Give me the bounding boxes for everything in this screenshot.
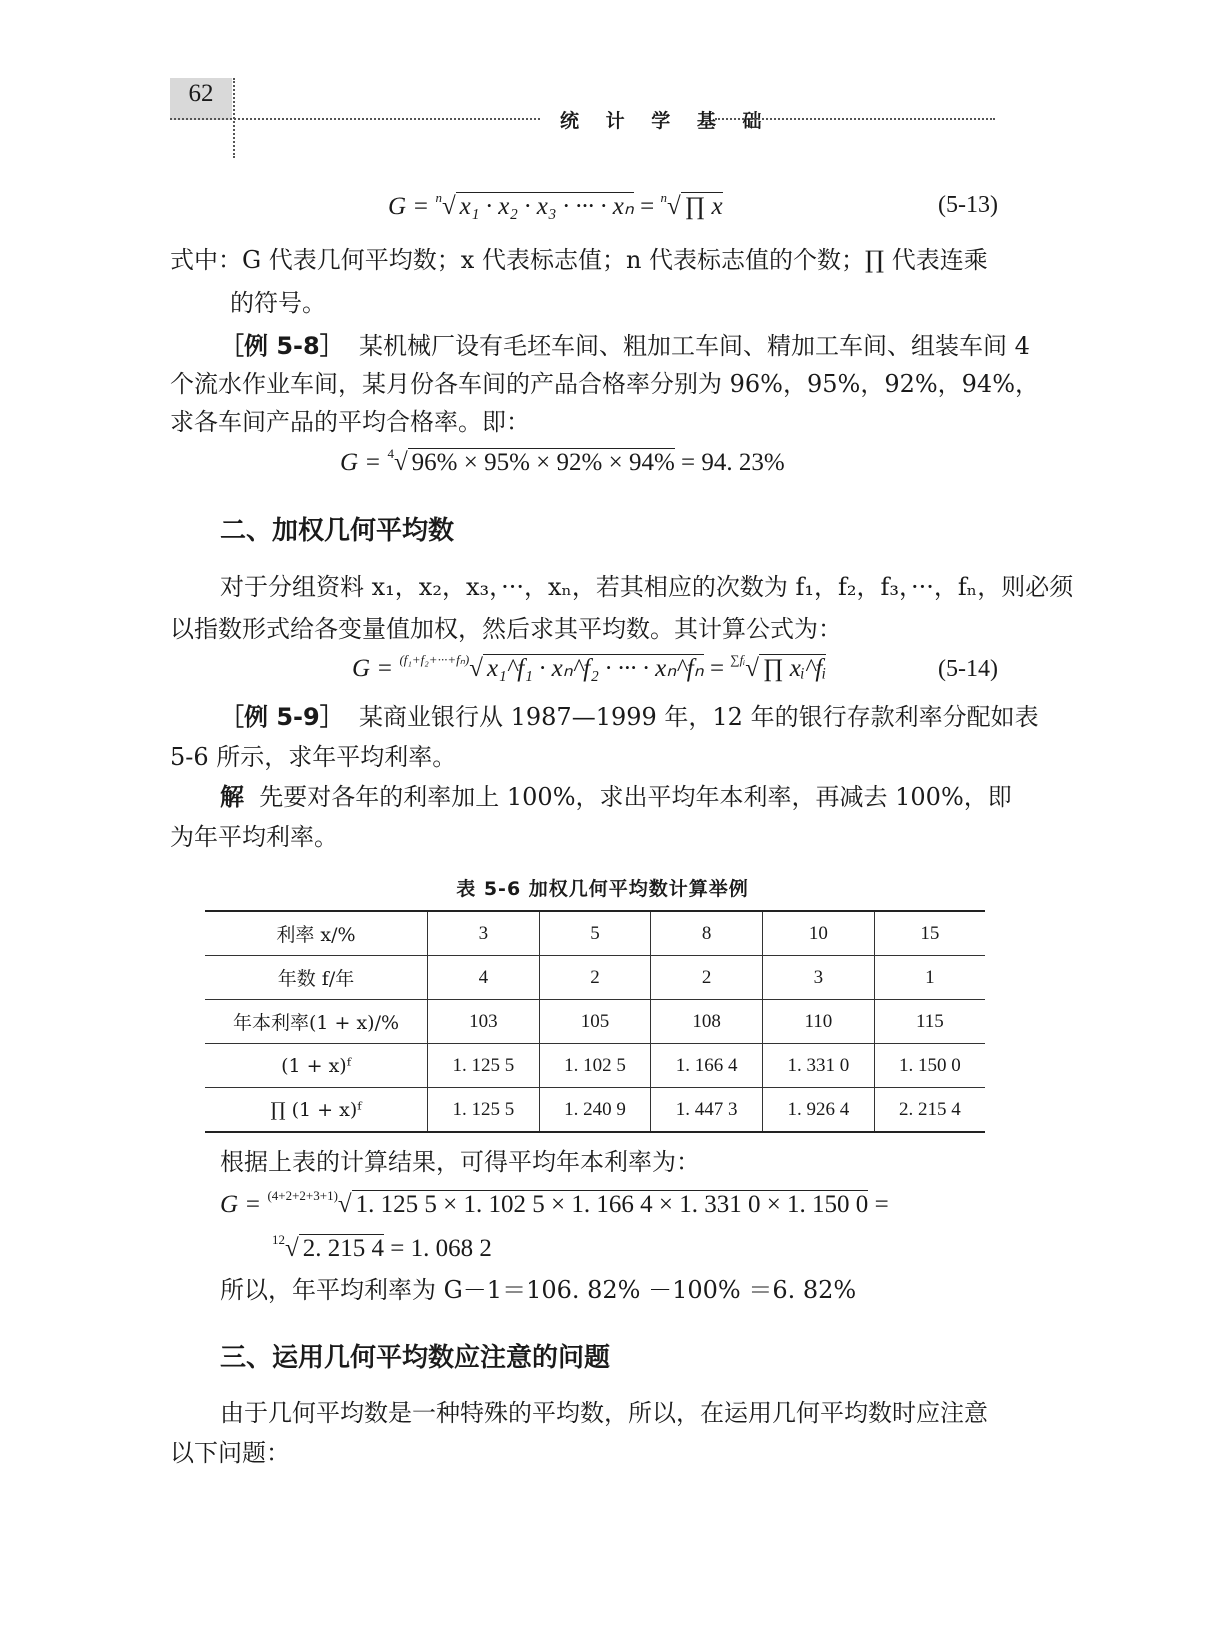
radical-index-2: n bbox=[660, 190, 667, 205]
example-5-8-line-3: 求各车间产品的平均合格率。即： bbox=[170, 408, 530, 436]
table-cell: 8 bbox=[651, 911, 763, 956]
radicand: 96% × 95% × 92% × 94% bbox=[408, 448, 675, 476]
formula-5-14: G = $^{(f_1+f_2+\cdot\cdot\cdot+f_n)}$√ x₁^f₁ · xₙ^f₂ · ··· · xₙ^fₙ = $^{\sum fᵢ}$√ ∏ xᵢ^fᵢ bbox=[352, 652, 827, 682]
row-label: 年数 f/年 bbox=[277, 968, 355, 990]
radical-index: 12 bbox=[272, 1232, 285, 1247]
example-5-8-formula: G = $^4$√ 96% × 95% × 92% × 94% = 94. 23% bbox=[340, 446, 785, 476]
radical-index: n bbox=[435, 190, 442, 205]
table-cell: 3 bbox=[763, 956, 875, 1000]
table-cell: 2. 215 4 bbox=[874, 1088, 985, 1133]
table-row bbox=[205, 911, 985, 956]
row-label: (1 + x)ᶠ bbox=[281, 1054, 351, 1077]
page-number: 62 bbox=[188, 80, 214, 107]
radicand: x₁ · x₂ · x₃ · ··· · xₙ bbox=[456, 192, 634, 220]
table-row bbox=[205, 1088, 985, 1133]
example-5-8-line-2: 个流水作业车间，某月份各车间的产品合格率分别为 96%，95%，92%，94%， bbox=[170, 370, 1040, 398]
result-intro: 根据上表的计算结果，可得平均年本利率为： bbox=[220, 1148, 700, 1176]
table-cell: 108 bbox=[651, 1000, 763, 1044]
result-formula-line-2: $^{12}$√ 2. 215 4 = 1. 068 2 bbox=[272, 1232, 492, 1262]
table-cell: 15 bbox=[874, 911, 985, 956]
formula-result: = 1. 068 2 bbox=[390, 1235, 492, 1262]
result-conclusion: 所以，年平均利率为 G－1＝106. 82% －100% ＝6. 82% bbox=[220, 1276, 857, 1304]
formula-5-13: G = $^n$√ x₁ · x₂ · x₃ · ··· · xₙ = $^n$√ ∏ x bbox=[388, 190, 723, 220]
header-rule-right bbox=[715, 118, 995, 120]
table-cell: 1. 102 5 bbox=[539, 1044, 651, 1088]
table-cell: 2 bbox=[539, 956, 651, 1000]
example-label: ［例 5-9］ bbox=[220, 703, 344, 731]
formula-lhs: G = bbox=[388, 193, 430, 220]
section-heading-notes: 三、运用几何平均数应注意的问题 bbox=[220, 1343, 611, 1373]
formula-result: = 94. 23% bbox=[681, 449, 785, 476]
radical-index: (4+2+2+3+1) bbox=[267, 1188, 338, 1203]
example-5-9-line-1 bbox=[220, 697, 1039, 737]
example-text: 某机械厂设有毛坯车间、粗加工车间、精加工车间、组装车间 4 bbox=[358, 332, 1030, 360]
formula-lhs: G = bbox=[220, 1191, 262, 1218]
table-cell: 1. 125 5 bbox=[428, 1088, 540, 1133]
table-cell: 10 bbox=[763, 911, 875, 956]
solution-line-1 bbox=[220, 777, 1012, 817]
row-label: 利率 x/% bbox=[276, 924, 356, 946]
section3-para-line-1: 由于几何平均数是一种特殊的平均数，所以，在运用几何平均数时应注意 bbox=[220, 1399, 988, 1427]
row-label: ∏ (1 + x)ᶠ bbox=[270, 1098, 362, 1121]
table-cell: 1. 331 0 bbox=[763, 1044, 875, 1088]
definition-line-2: 的符号。 bbox=[230, 289, 326, 317]
equals-sign: = bbox=[709, 655, 725, 682]
formula-lhs: G = bbox=[340, 449, 382, 476]
table-caption: 表 5-6 加权几何平均数计算举例 bbox=[456, 878, 749, 900]
section3-para-line-2: 以下问题： bbox=[170, 1439, 290, 1467]
example-label: ［例 5-8］ bbox=[220, 332, 344, 360]
table-cell: 1. 447 3 bbox=[651, 1088, 763, 1133]
solution-line-2: 为年平均利率。 bbox=[170, 823, 338, 851]
radicand-2: ∏ xᵢ^fᵢ bbox=[759, 654, 826, 682]
radicand: 2. 215 4 bbox=[299, 1234, 384, 1262]
example-text: 某商业银行从 1987—1999 年，12 年的银行存款利率分配如表 bbox=[358, 703, 1039, 731]
definition-line-1: 式中：G 代表几何平均数；x 代表标志值；n 代表标志值的个数；∏ 代表连乘 bbox=[170, 246, 988, 274]
solution-text: 先要对各年的利率加上 100%，求出平均年本利率，再减去 100%，即 bbox=[259, 783, 1012, 811]
table-cell: 1. 240 9 bbox=[539, 1088, 651, 1133]
table-cell: 2 bbox=[651, 956, 763, 1000]
section2-para-line-1: 对于分组资料 x₁，x₂，x₃，···，xₙ，若其相应的次数为 f₁，f₂，f₃，···，fₙ，则必须 bbox=[220, 573, 1074, 601]
table-row bbox=[205, 956, 985, 1000]
table-cell: 1. 926 4 bbox=[763, 1088, 875, 1133]
section2-para-line-2: 以指数形式给各变量值加权，然后求其平均数。其计算公式为： bbox=[170, 615, 842, 643]
result-formula-line-1: G = $^{(4+2+2+3+1)}$√ 1. 125 5 × 1. 102 5 × 1. 166 4 × 1. 331 0 × 1. 150 0 = bbox=[220, 1188, 889, 1218]
table-cell: 1. 150 0 bbox=[874, 1044, 985, 1088]
equals-sign: = bbox=[874, 1191, 889, 1218]
data-table bbox=[205, 910, 985, 1133]
table-cell: 105 bbox=[539, 1000, 651, 1044]
table-cell: 3 bbox=[428, 911, 540, 956]
header-rule-left bbox=[170, 118, 540, 120]
radical-index: 4 bbox=[387, 446, 394, 461]
table-cell: 115 bbox=[874, 1000, 985, 1044]
table-cell: 1 bbox=[874, 956, 985, 1000]
table-cell: 1. 125 5 bbox=[428, 1044, 540, 1088]
radical-index-2: ∑fᵢ bbox=[730, 652, 746, 667]
radicand: x₁^f₁ · xₙ^f₂ · ··· · xₙ^fₙ bbox=[483, 654, 704, 682]
radicand: 1. 125 5 × 1. 102 5 × 1. 166 4 × 1. 331 0 × 1. 150 0 bbox=[352, 1190, 869, 1218]
table-cell: 5 bbox=[539, 911, 651, 956]
section-heading-weighted: 二、加权几何平均数 bbox=[220, 516, 455, 546]
example-5-9-line-2: 5-6 所示，求年平均利率。 bbox=[170, 743, 457, 771]
table-row bbox=[205, 1044, 985, 1088]
row-label: 年本利率(1 + x)/% bbox=[232, 1012, 400, 1034]
formula-lhs: G = bbox=[352, 655, 394, 682]
example-5-8-line-1 bbox=[220, 326, 1030, 366]
radicand-2: ∏ x bbox=[681, 192, 723, 220]
table-row bbox=[205, 1000, 985, 1044]
table-cell: 4 bbox=[428, 956, 540, 1000]
equals-sign: = bbox=[640, 193, 655, 220]
solution-label: 解 bbox=[220, 783, 244, 811]
running-title: 统 计 学 基 础 bbox=[560, 110, 772, 132]
radical-index: (f₁+f₂+···+fₙ) bbox=[399, 652, 470, 667]
table-cell: 110 bbox=[763, 1000, 875, 1044]
table-cell: 103 bbox=[428, 1000, 540, 1044]
table-cell: 1. 166 4 bbox=[651, 1044, 763, 1088]
equation-number: (5-14) bbox=[938, 656, 998, 682]
equation-number: (5-13) bbox=[938, 192, 998, 218]
